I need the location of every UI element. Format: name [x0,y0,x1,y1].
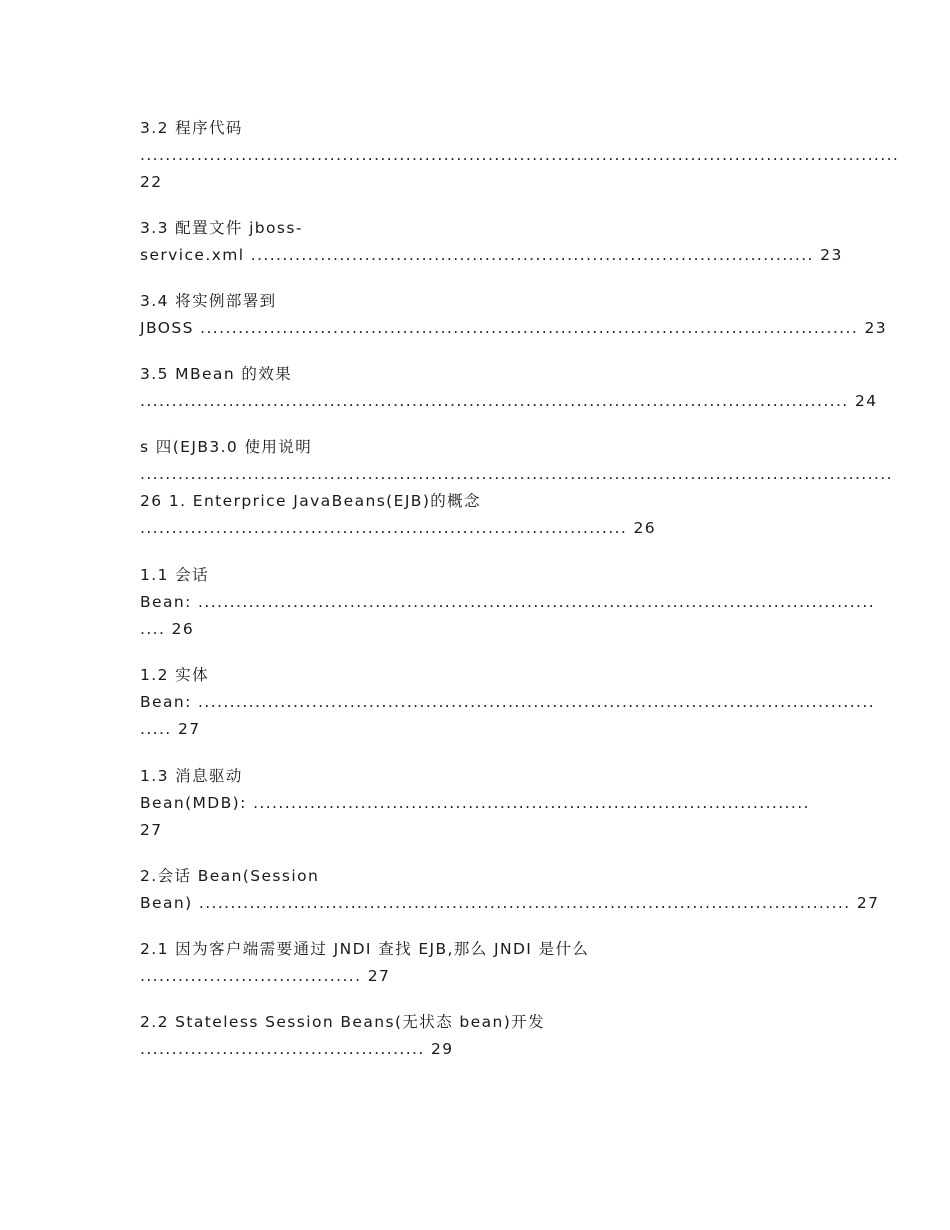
toc-line: ..... 27 [140,720,201,738]
toc-entry-3-5 [140,361,878,415]
toc-entry-section-4 [140,434,893,542]
toc-entry-3-2 [140,115,900,196]
toc-line: s 四(EJB3.0 使用说明 [140,438,313,456]
toc-line: ................................................................................................................ 24 [140,392,878,410]
toc-line: .... 26 [140,620,195,638]
toc-line: ........................................................................................................................ [140,146,900,164]
toc-line: ................................... 27 [140,967,391,985]
toc-line: 3.2 程序代码 [140,119,243,137]
toc-line: ....................................................................................................................... [140,465,893,483]
toc-line: ............................................. 29 [140,1040,454,1058]
toc-line: 27 [140,821,163,839]
toc-line: 3.4 将实例部署到 [140,292,277,310]
toc-line: 1.2 实体 [140,666,209,684]
toc-entry-1-2 [140,662,876,743]
toc-line: Bean(MDB): ........................................................................................ [140,794,810,812]
toc-line: Bean: ........................................................................................................... [140,593,876,611]
toc-line: 2.2 Stateless Session Beans(无状态 bean)开发 [140,1013,545,1031]
toc-entry-1-1 [140,562,876,643]
toc-line: 2.1 因为客户端需要通过 JNDI 查找 EJB,那么 JNDI 是什么 [140,940,590,958]
toc-line: 2.会话 Bean(Session [140,867,320,885]
toc-entry-2-1 [140,936,820,990]
toc-line: ............................................................................. 26 [140,519,657,537]
toc-line: Bean: ........................................................................................................... [140,693,876,711]
toc-line: 22 [140,173,163,191]
toc-line: 1.1 会话 [140,566,209,584]
toc-line: 3.5 MBean 的效果 [140,365,293,383]
toc-line: JBOSS ........................................................................................................ 23 [140,319,887,337]
toc-line: 26 1. Enterprice JavaBeans(EJB)的概念 [140,492,481,510]
toc-line: 1.3 消息驱动 [140,767,243,785]
toc-line: Bean) ....................................................................................................... 27 [140,894,880,912]
toc-entry-3-3 [140,215,843,269]
toc-entry-2 [140,863,880,917]
toc-entry-2-2 [140,1009,820,1063]
toc-entry-3-4 [140,288,887,342]
toc-line: service.xml ......................................................................................... 23 [140,246,843,264]
toc-line: 3.3 配置文件 jboss- [140,219,303,237]
toc-entry-1-3 [140,763,820,844]
